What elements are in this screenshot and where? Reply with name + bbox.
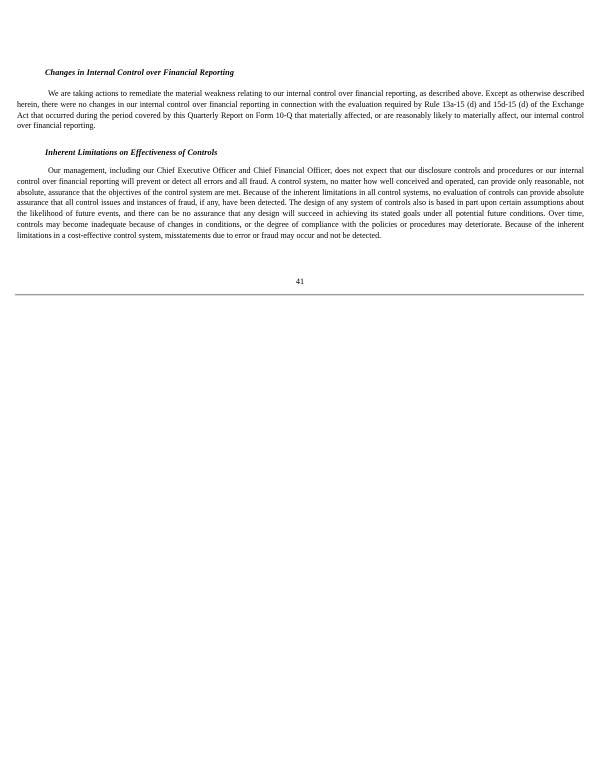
section-paragraph-changes-in-internal-control: We are taking actions to remediate the material weakness relating to our internal control over financial reporting, as described above. Except as otherwise described herein, there were no changes in our internal control over financial reporting in connection with the evaluation required by Rule 13a-15 (d) and 15d-15 (d) of the Exchange Act that occurred during the period covered by this Quarterly Report on Form 10-Q that materially affected, or are reasonably likely to materially affect, our internal control over financial reporting. [17,89,584,131]
section-heading-inherent-limitations: Inherent Limitations on Effectiveness of Controls [45,148,218,157]
section-paragraph-inherent-limitations: Our management, including our Chief Executive Officer and Chief Financial Officer, does not expect that our disclosure controls and procedures or our internal control over financial reporting will prevent or detect all errors and all fraud. A control system, no matter how well conceived and operated, can provide only reasonable, not absolute, assurance that the objectives of the control system are met. Because of the inherent limitations in all control systems, no evaluation of controls can provide absolute assurance that all control issues and instances of fraud, if any, have been detected. The design of any system of controls also is based in part upon certain assumptions about the likelihood of future events, and there can be no assurance that any design will succeed in achieving its stated goals under all potential future conditions. Over time, controls may become inadequate because of changes in conditions, or the degree of compliance with the policies or procedures may deteriorate. Because of the inherent limitations in a cost-effective control system, misstatements due to error or fraud may occur and not be detected. [17,166,584,240]
section-heading-changes-in-internal-control: Changes in Internal Control over Financial Reporting [45,68,235,77]
footer-divider [15,294,584,295]
page-number: 41 [295,277,305,286]
